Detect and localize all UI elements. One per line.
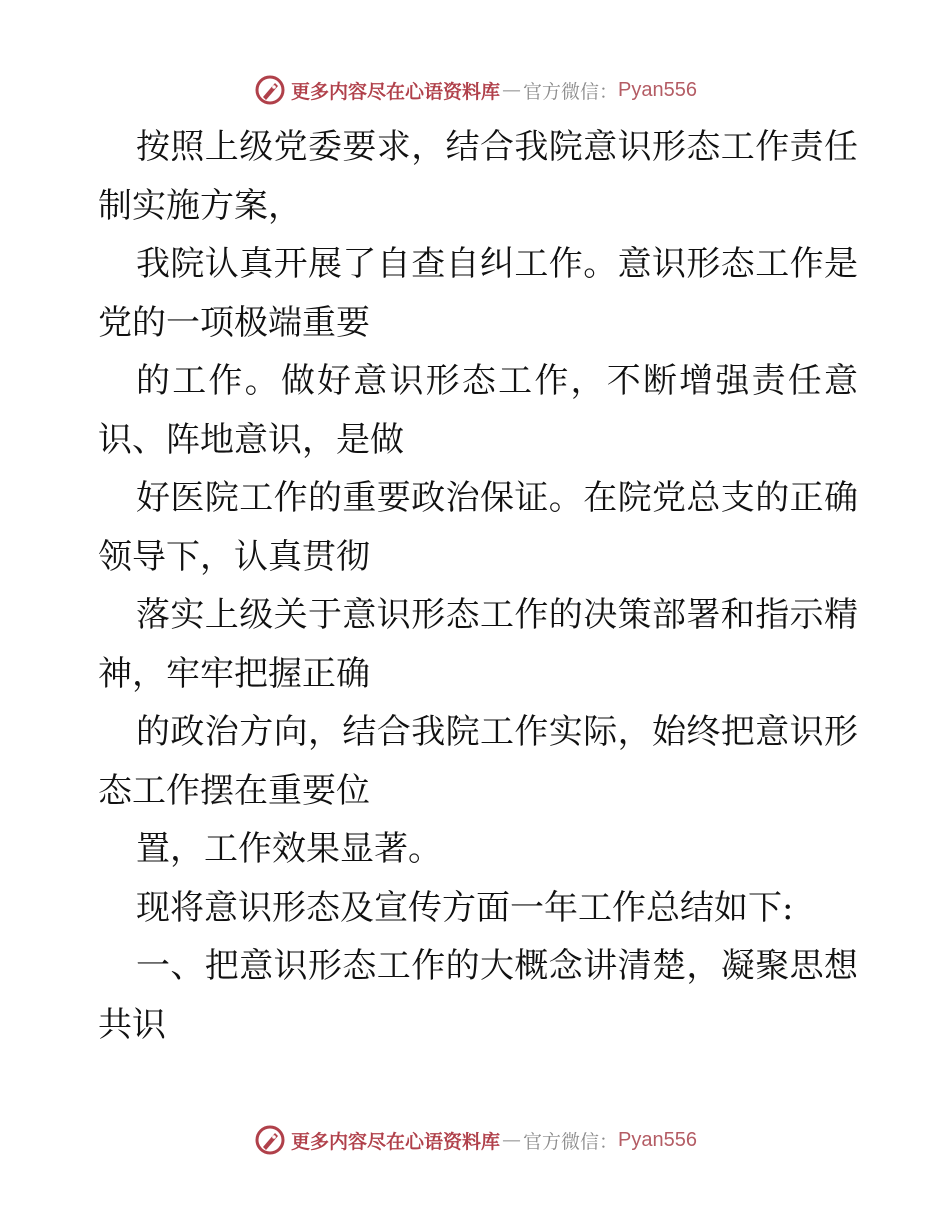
footer-wechat-label: 官方微信： bbox=[523, 1130, 619, 1153]
header-banner-separator: — bbox=[502, 79, 522, 101]
paragraph: 按照上级党委要求，结合我院意识形态工作责任制实施方案， bbox=[98, 127, 858, 226]
header-wechat-label: 官方微信： bbox=[523, 80, 619, 103]
header-banner bbox=[0, 70, 950, 110]
document-body bbox=[98, 118, 858, 1054]
paragraph: 的政治方向，结合我院工作实际，始终把意识形态工作摆在重要位 bbox=[98, 712, 858, 811]
pen-nib-logo-icon bbox=[253, 73, 287, 107]
paragraph: 的工作。做好意识形态工作，不断增强责任意识、阵地意识，是做 bbox=[98, 361, 858, 460]
footer-banner-text: 更多内容尽在心语资料库 bbox=[291, 1130, 501, 1153]
header-banner-text: 更多内容尽在心语资料库 bbox=[291, 80, 501, 103]
paragraph: 落实上级关于意识形态工作的决策部署和指示精神，牢牢把握正确 bbox=[98, 595, 858, 694]
pen-nib-logo-icon bbox=[253, 1123, 287, 1157]
paragraph: 我院认真开展了自查自纠工作。意识形态工作是党的一项极端重要 bbox=[98, 244, 858, 343]
paragraph: 好医院工作的重要政治保证。在院党总支的正确领导下，认真贯彻 bbox=[98, 478, 858, 577]
paragraph: 置，工作效果显著。 bbox=[136, 829, 442, 869]
paragraph: 一、把意识形态工作的大概念讲清楚，凝聚思想共识 bbox=[98, 946, 858, 1045]
footer-banner bbox=[0, 1120, 950, 1160]
footer-wechat-id: Pyan556 bbox=[618, 1128, 697, 1151]
paragraph: 现将意识形态及宣传方面一年工作总结如下: bbox=[136, 887, 794, 928]
header-wechat-id: Pyan556 bbox=[618, 78, 697, 101]
footer-banner-separator: — bbox=[502, 1129, 522, 1151]
